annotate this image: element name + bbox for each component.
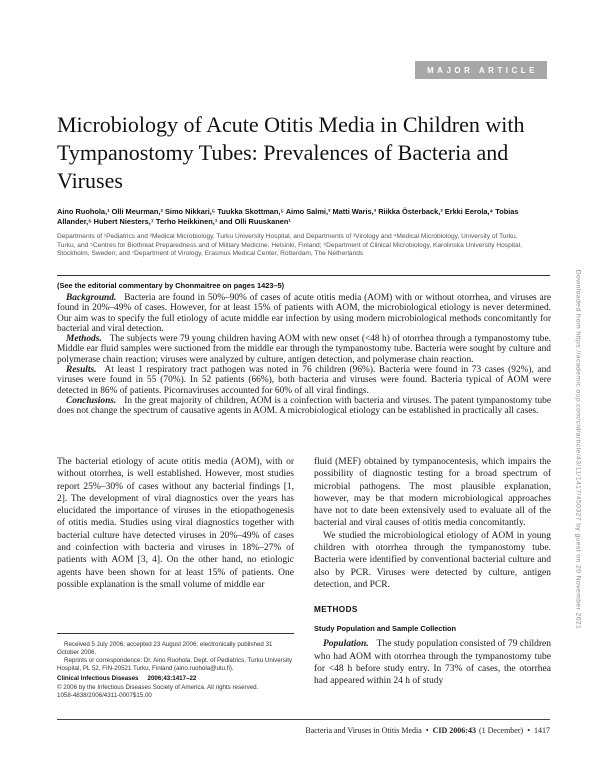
- download-watermark: Downloaded from https://academic.oup.com/cid/article/43/11/1417/450327 by guest on 20 November 2021: [574, 269, 582, 630]
- journal-citation: [57, 675, 294, 683]
- abstract-conclusions: [57, 396, 551, 417]
- body-right-column: [314, 456, 551, 687]
- abstract-methods-text: The subjects were 79 young children having AOM with new onset (<48 h) of otorrhea through a tympanostomy tube. Middle ear fluid samples were suctioned from the middle ear through the tympanostomy tube. Bacteria were sought by culture and polymerase chain reaction; viruses were analyzed by culture, antigen detection, and polymerase chain reaction.: [57, 334, 551, 365]
- received-dates-note: Received 5 July 2006; accepted 23 August 2006; electronically published 31 October 2006.: [57, 641, 273, 656]
- abstract-background-label: Background.: [66, 293, 117, 303]
- footer-issue-date: (1 December): [478, 726, 524, 735]
- abstract-results-text: At least 1 respiratory tract pathogen was noted in 76 children (96%). Bacteria were found in 73 cases (92%), and viruses were found in 55 (70%). In 52 patients (66%), both bacteria and viruses were found. Bacteria typical of AOM were detected in 86% of patients. Picornaviruses accounted for 60% of all viral findings.: [57, 365, 551, 396]
- footer-journal-ref: CID 2006:43: [432, 726, 476, 735]
- page-footer: [305, 726, 550, 735]
- population-paragraph: [314, 638, 551, 687]
- article-title: Microbiology of Acute Otitis Media in Children with Tympanostomy Tubes: Prevalences of Bacteria and Viruses: [57, 112, 525, 193]
- affiliations: Departments of ¹Pediatrics and ²Medical Microbiology, Turku University Hospital, and Departments of ³Virology and ⁴Medical Microbiology, University of Turku, Turku, and ⁵Centres for Biothreat Preparedness and of Military Medicine, Helsinki, Finland; ⁶Department of Clinical Microbiology, Karolinska University Hospital, Stockholm, Sweden; and ⁷Department of Virology, Erasmus Medical Center, Rotterdam, The Netherlands: [57, 233, 523, 258]
- article-type-badge: MAJOR ARTICLE: [415, 61, 547, 79]
- issn-code: 1058-4838/2006/4311-0007$15.00: [57, 692, 152, 699]
- footnote-divider: [57, 633, 294, 634]
- header-divider: [57, 275, 550, 276]
- abstract-results-label: Results.: [66, 365, 97, 376]
- methods-heading: METHODS: [314, 605, 358, 615]
- journal-volume-ref: 2006;43:1417–22: [147, 675, 197, 682]
- abstract-conclusions-label: Conclusions.: [66, 395, 117, 406]
- journal-name: Clinical Infectious Diseases: [57, 675, 139, 682]
- footer-bullet: •: [425, 726, 429, 735]
- footnote-block: [57, 641, 294, 700]
- abstract-methods-label: Methods.: [66, 334, 102, 345]
- footer-bullet: •: [527, 726, 530, 735]
- population-text: The study population consisted of 79 children who had AOM with otorrhea through the tympanostomy tube for <48 h before study entry. In 73% of cases, the otorrhea had appeared within 24 h of study: [314, 639, 551, 687]
- intro-paragraph-2: fluid (MEF) obtained by tympanocentesis, which impairs the possibility of diagnostic testing for a broad spectrum of microbial pathogens. The most plausible explanation, however, may be that modern microbiological approaches have not to date been extensively used to evaluate all of the bacterial and viral causes of otitis media concomitantly.: [314, 457, 551, 529]
- footer-divider: [57, 719, 550, 720]
- abstract-background-text: Bacteria are found in 50%–90% of cases of acute otitis media (AOM) with or without otorrhea, and viruses are found in 20%–49% of cases. However, for at least 15% of patients with AOM, the microbiological etiology is never determined. Our aim was to specify the full etiology of acute middle ear infection by using modern microbiological methods concomitantly for bacterial and viral detection.: [57, 293, 551, 334]
- abstract: [57, 293, 551, 417]
- copyright-note: © 2006 by the Infectious Diseases Society of America. All rights reserved.: [57, 684, 259, 691]
- correspondence-note: Reprints or correspondence: Dr. Aino Ruohola, Dept. of Pediatrics, Turku University Hospital, PL 52, FIN-20521 Turku, Finland (aino.ruohola@utu.fi).: [57, 657, 293, 672]
- abstract-methods: [57, 334, 551, 365]
- intro-paragraph-1: The bacterial etiology of acute otitis media (AOM), with or without otorrhea, is well established. However, most studies report 25%–30% of cases without any bacterial findings [1, 2]. The development of viral diagnostics over the years has elucidated the importance of viruses in the etiopathogenesis of otitis media. Studies using viral diagnostics together with bacterial culture have detected viruses in 20%–49% of cases and coinfection with bacteria and viruses in 18%–27% of patients with AOM [3, 4]. On the other hand, no etiologic agents have been shown for at least 15% of patients. One possible explanation is the small volume of middle ear: [57, 457, 294, 590]
- body-left-column: [57, 456, 294, 591]
- author-list: Aino Ruohola,¹ Olli Meurman,² Simo Nikkari,⁵ Tuukka Skottman,⁵ Aimo Salmi,³ Matti Waris,³ Riikka Österback,³ Erkki Eerola,⁴ Tobias Allander,⁶ Hubert Niesters,⁷ Terho Heikkinen,¹ and Olli Ruuskanen¹: [57, 207, 519, 226]
- intro-paragraph-3: We studied the microbiological etiology of AOM in young children with otorrhea through the tympanostomy tube. Bacteria were identified by conventional bacterial culture and also by PCR. Viruses were detected by culture, antigen detection, and PCR.: [314, 530, 551, 590]
- editorial-commentary-note: (See the editorial commentary by Chonmaitree on pages 1423–5): [57, 281, 285, 290]
- abstract-background: [57, 293, 551, 334]
- footer-page-number: 1417: [534, 726, 550, 735]
- abstract-results: [57, 365, 551, 396]
- study-population-subheading: Study Population and Sample Collection: [314, 624, 457, 634]
- abstract-conclusions-text: In the great majority of children, AOM is a coinfection with bacteria and viruses. The patent tympanostomy tube does not change the spectrum of causative agents in AOM. A microbiological etiology can be established in practically all cases.: [57, 395, 551, 417]
- footer-short-title: Bacteria and Viruses in Otitis Media: [305, 726, 422, 735]
- population-label: Population.: [323, 639, 369, 650]
